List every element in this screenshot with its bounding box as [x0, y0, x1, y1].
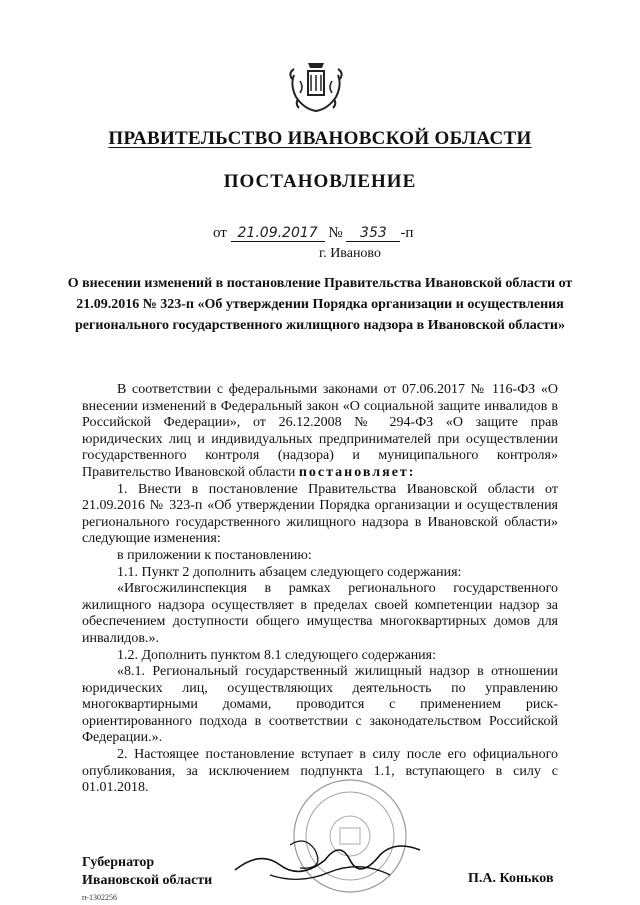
paragraph-preamble — [82, 382, 558, 482]
document-type: ПОСТАНОВЛЕНИЕ — [223, 171, 417, 192]
resolves-verb: постановляет: — [298, 464, 416, 480]
number-suffix: -п — [400, 225, 414, 241]
paragraph-1-1: 1.1. Пункт 2 дополнить абзацем следующего содержания: — [117, 564, 462, 580]
document-code: п-1302256 — [82, 893, 117, 902]
paragraph-2: 2. Настоящее постановление вступает в силу после его официального опубликования, за исключением подпункта 1.1, вступающего в силу с 01.01.2018. — [82, 747, 558, 796]
document-number: 353 — [346, 225, 400, 242]
document-subject: О внесении изменений в постановление Правительства Ивановской области от 21.09.2016 № 323-п «Об утверждении Порядка организации и осуществления регионального государственного жилищного надзора в Ивановской области» — [67, 276, 573, 333]
paragraph-1-1-text: «Ивгосжилинспекция в рамках регионального государственного жилищного надзора осуществляет в пределах своей компетенции надзор за обеспечением доступности общего имущества многоквартирных домов для инвалидов.». — [82, 581, 558, 646]
document-date: 21.09.2017 — [231, 225, 325, 242]
signatory-position — [82, 854, 212, 890]
paragraph-1: 1. Внести в постановление Правительства Ивановской области от 21.09.2016 № 323-п «Об утверждении Порядка организации и осуществления регионального государственного жилищного надзора в Ивановской области» следующие изменения: — [82, 481, 558, 547]
paragraph-annex: в приложении к постановлению: — [117, 547, 312, 563]
document-body — [82, 382, 558, 797]
paragraph-1-2-text: «8.1. Региональный государственный жилищный надзор в отношении юридических лиц, осуществляющих деятельность по управлению многоквартирными домами, проводится с применением риск-ориентированного подхода в соответствии с законодательством Российской Федерации.». — [82, 664, 558, 746]
date-number-line — [213, 225, 413, 242]
preamble-text: В соответствии с федеральными законами от 07.06.2017 № 116-ФЗ «О внесении изменений в Федеральный закон «О социальной защите инвалидов в Российской Федерации», от 26.12.2008 № 294-ФЗ «О защите прав юридических лиц и индивидуальных предпринимателей при осуществлении государственного контроля (надзора) и муниципального контроля» Правительство Ивановской области — [82, 382, 558, 480]
paragraph-1-2: 1.2. Дополнить пунктом 8.1 следующего содержания: — [117, 647, 437, 663]
government-title — [0, 128, 640, 150]
position-line-2: Ивановской области — [82, 873, 213, 888]
signatory-name: П.А. Коньков — [468, 871, 554, 886]
government-title-text: ПРАВИТЕЛЬСТВО ИВАНОВСКОЙ ОБЛАСТИ — [108, 128, 532, 149]
coat-of-arms-icon — [286, 55, 346, 115]
date-prefix: от — [213, 225, 227, 241]
handwritten-signature — [230, 830, 430, 890]
city: г. Иваново — [319, 246, 381, 261]
number-prefix: № — [328, 225, 343, 241]
position-line-1: Губернатор — [82, 855, 155, 870]
